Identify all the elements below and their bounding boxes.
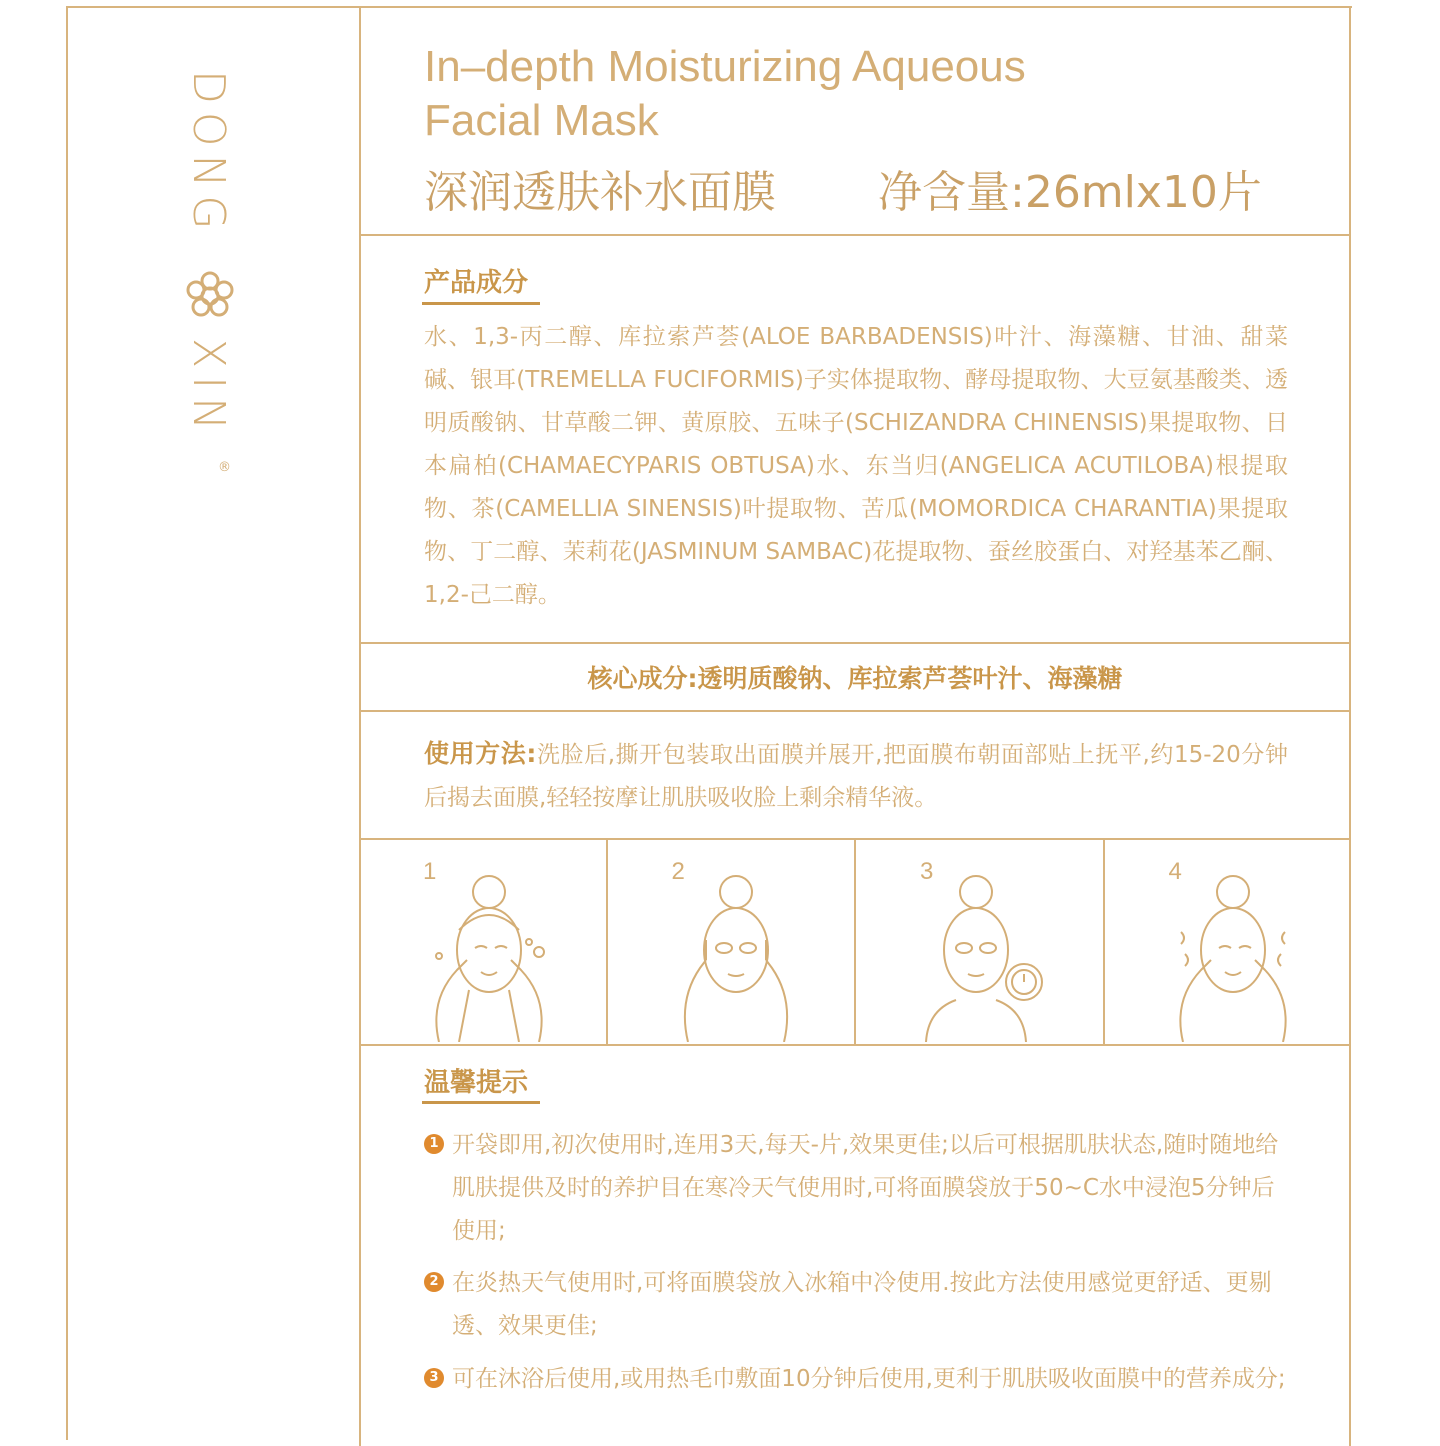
wash-face-icon [409, 860, 559, 1042]
usage-text: 洗脸后,撕开包装取出面膜并展开,把面膜布朝面部贴上抚平,约15-20分钟后揭去面膜,轻轻按摩让肌肤吸收脸上剩余精华液。 [424, 742, 1288, 811]
tip-item [424, 1124, 1290, 1253]
step-number: 2 [671, 858, 685, 885]
ingredients-text: 水、1,3-丙二醇、库拉索芦荟(ALOE BARBADENSIS)叶汁、海藻糖、甘油、甜菜碱、银耳(TREMELLA FUCIFORMIS)子实体提取物、酵母提取物、大豆氨基酸类、透明质酸钠、甘草酸二钾、黄原胶、五味子(SCHIZANDRA CHINENSIS)果提取物、日本扁柏(CHAMAECYPARIS OBTUSA)水、东当归(ANGELICA ACUTILOBA)根提取物、茶(CAMELLIA SINENSIS)叶提取物、苦瓜(MOMORDICA CHARANTIA)果提取物、丁二醇、茉莉花(JASMINUM SAMBAC)花提取物、蚕丝胶蛋白、对羟基苯乙酮、1,2-己二醇。 [424, 324, 1288, 608]
step-number: 3 [920, 858, 934, 885]
core-ingredients-box [359, 642, 1351, 712]
tip-text: 可在沐浴后使用,或用热毛巾敷面10分钟后使用,更利于肌肤吸收面膜中的营养成分; [452, 1366, 1286, 1392]
tip-bullet: 1 [424, 1134, 444, 1154]
step-number: 1 [423, 858, 437, 885]
brand-name-part1: DONG [183, 70, 234, 238]
tip-text: 在炎热天气使用时,可将面膜袋放入冰箱中冷使用.按此方法使用感觉更舒适、更剔透、效果更佳; [452, 1270, 1272, 1339]
outer-border-left [66, 6, 68, 1440]
massage-face-icon [1155, 860, 1305, 1042]
tip-item [424, 1358, 1290, 1401]
timer-icon [906, 860, 1056, 1042]
title-chinese: 深润透肤补水面膜 [424, 167, 776, 218]
net-content: 净含量:26mlx10片 [878, 167, 1262, 218]
tips-heading: 温馨提示 [424, 1068, 529, 1098]
title-english: In–depth Moisturizing Aqueous Facial Mask [424, 42, 1026, 145]
ingredients-heading: 产品成分 [424, 268, 529, 298]
ingredients-heading-underline [422, 302, 540, 305]
divider [359, 234, 1351, 236]
step-panel [1105, 840, 1352, 1044]
registered-mark: ® [218, 460, 231, 475]
core-ingredients-text: 核心成分:透明质酸钠、库拉索芦荟叶汁、海藻糖 [587, 664, 1123, 693]
tip-bullet: 3 [424, 1368, 444, 1388]
brand-name-part2: XIN [183, 338, 234, 439]
step-number: 4 [1168, 858, 1182, 885]
tip-text: 开袋即用,初次使用时,连用3天,每天-片,效果更佳;以后可根据肌肤状态,随时随地给肌肤提供及时的养护目在寒冷天气使用时,可将面膜袋放于50~C水中浸泡5分钟后使用; [452, 1132, 1279, 1244]
step-panel [359, 840, 608, 1044]
tip-bullet: 2 [424, 1272, 444, 1292]
step-panel [856, 840, 1105, 1044]
usage-steps [359, 838, 1351, 1046]
tip-item [424, 1262, 1290, 1348]
usage-label: 使用方法: [424, 739, 537, 768]
apply-mask-icon [658, 860, 808, 1042]
brand-logo [180, 70, 240, 490]
flower-icon [182, 268, 238, 324]
tips-heading-underline [422, 1101, 540, 1104]
usage-paragraph [424, 732, 1288, 820]
step-panel [608, 840, 857, 1044]
